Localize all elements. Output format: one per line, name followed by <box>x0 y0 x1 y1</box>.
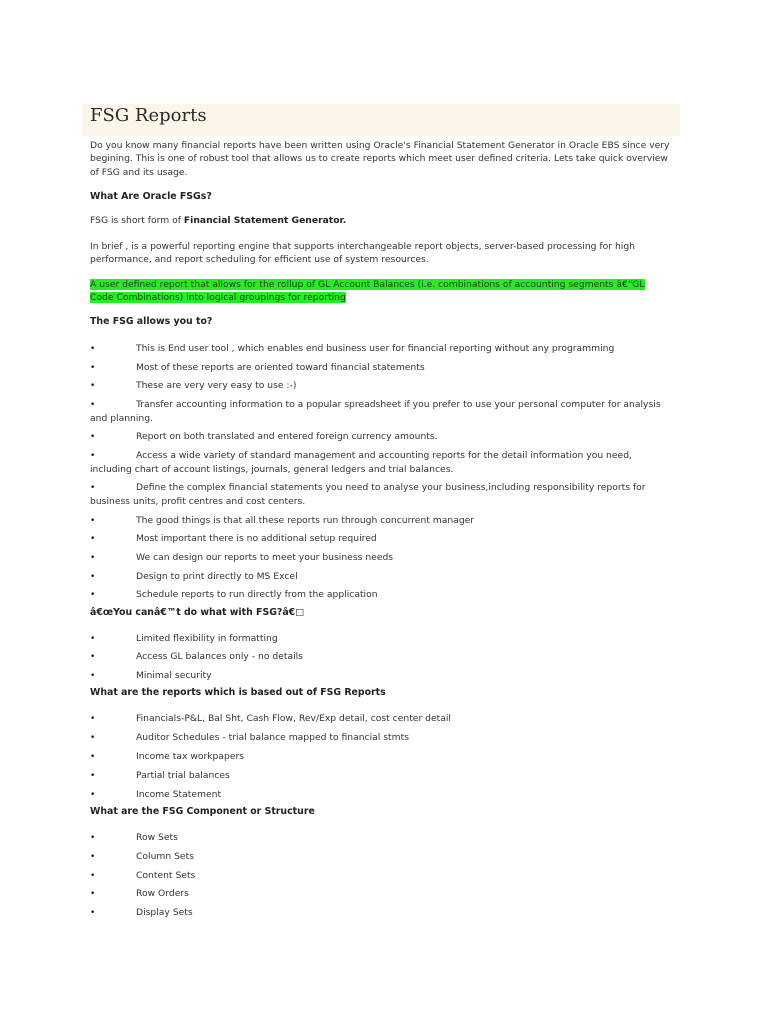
list-item <box>90 769 670 783</box>
list-item-text: Row Orders <box>136 888 189 899</box>
bullet-icon: • <box>90 516 96 526</box>
bullet-icon: • <box>90 908 96 918</box>
bullet-icon: • <box>90 432 96 442</box>
bullet-icon: • <box>90 344 96 354</box>
list-item-text: Column Sets <box>136 851 194 862</box>
bullet-icon: • <box>90 483 96 493</box>
list-item-text: Schedule reports to run directly from the application <box>136 589 378 600</box>
list-item <box>90 379 670 393</box>
bullet-icon: • <box>90 634 96 644</box>
highlight-paragraph <box>90 278 670 305</box>
bullet-icon: • <box>90 451 96 461</box>
list-item-text: Content Sets <box>136 870 196 881</box>
heading-cant-do: â€œYou canâ€™t do what with FSG?â€□ <box>90 607 305 618</box>
list-item <box>90 449 670 477</box>
list-item <box>90 731 670 745</box>
list-item-text: The good things is that all these reports run through concurrent manager <box>136 515 475 526</box>
bullet-icon: • <box>90 889 96 899</box>
list-item-text: We can design our reports to meet your business needs <box>136 552 394 563</box>
list-item <box>90 887 670 901</box>
list-item-text: Row Sets <box>136 832 178 843</box>
list-item <box>90 750 670 764</box>
list-item-text: This is End user tool , which enables end business user for financial reporting without any programming <box>136 343 615 354</box>
bullet-icon: • <box>90 400 96 410</box>
list-item-text: Income tax workpapers <box>136 751 245 762</box>
list-item <box>90 650 670 664</box>
list-item-text: Define the complex financial statements you need to analyse your business,including responsibility reports for business units, profit centres and cost centers. <box>90 482 646 508</box>
list-item <box>90 906 670 920</box>
bullet-icon: • <box>90 752 96 762</box>
bullet-icon: • <box>90 790 96 800</box>
list-item-text: Most important there is no additional setup required <box>136 533 377 544</box>
list-item <box>90 551 670 565</box>
short-form-paragraph <box>90 214 670 227</box>
list-item-text: Minimal security <box>136 670 212 681</box>
short-form-bold: Financial Statement Generator. <box>183 215 347 226</box>
bullet-icon: • <box>90 534 96 544</box>
list-item-text: Auditor Schedules - trial balance mapped to financial stmts <box>136 732 409 743</box>
list-item <box>90 481 670 509</box>
list-item-text: Partial trial balances <box>136 770 230 781</box>
list-item <box>90 342 670 356</box>
list-item-text: Access a wide variety of standard management and accounting reports for the detail information you need, including chart of account listings, journals, general ledgers and trial balances. <box>90 450 632 476</box>
list-item <box>90 588 670 602</box>
bullet-icon: • <box>90 871 96 881</box>
bullet-icon: • <box>90 590 96 600</box>
heading-what-are-fsgs: What Are Oracle FSGs? <box>90 191 212 202</box>
list-item <box>90 869 670 883</box>
list-item-text: Access GL balances only - no details <box>136 651 303 662</box>
bullet-icon: • <box>90 553 96 563</box>
bullet-icon: • <box>90 381 96 391</box>
intro-paragraph: Do you know many financial reports have been written using Oracle's Financial Statement Generator in Oracle EBS since very begining. This is one of robust tool that allows us to create reports which meet user defined criteria. Lets take quick overview of FSG and its usage. <box>90 140 670 178</box>
list-item-text: Design to print directly to MS Excel <box>136 571 298 582</box>
bullet-icon: • <box>90 733 96 743</box>
list-item <box>90 514 670 528</box>
list-item <box>90 632 670 646</box>
list-item <box>90 430 670 444</box>
list-item-text: Transfer accounting information to a popular spreadsheet if you prefer to use your personal computer for analysis and planning. <box>90 399 661 425</box>
heading-reports-based: What are the reports which is based out of FSG Reports <box>90 687 386 698</box>
bullet-icon: • <box>90 572 96 582</box>
list-item <box>90 788 670 802</box>
heading-fsg-allows: The FSG allows you to? <box>90 316 213 327</box>
heading-fsg-components: What are the FSG Component or Structure <box>90 806 315 817</box>
list-item <box>90 570 670 584</box>
list-item-text: Financials-P&L, Bal Sht, Cash Flow, Rev/Exp detail, cost center detail <box>136 713 451 724</box>
highlighted-text: A user defined report that allows for the rollup of GL Account Balances (i.e. combinations of accounting segments â€“GL Code Combinations) into logical groupings for reporting <box>90 279 645 304</box>
bullet-icon: • <box>90 652 96 662</box>
list-item-text: These are very very easy to use :-) <box>136 380 297 391</box>
list-item-text: Income Statement <box>136 789 222 800</box>
list-item <box>90 361 670 375</box>
list-item-text: Display Sets <box>136 907 193 918</box>
list-item <box>90 712 670 726</box>
list-item <box>90 850 670 864</box>
list-item <box>90 398 670 426</box>
bullet-icon: • <box>90 833 96 843</box>
bullet-icon: • <box>90 771 96 781</box>
list-item <box>90 669 670 683</box>
list-item-text: Most of these reports are oriented toward financial statements <box>136 362 425 373</box>
list-item <box>90 532 670 546</box>
page-title: FSG Reports <box>90 105 207 126</box>
bullet-icon: • <box>90 852 96 862</box>
list-item-text: Report on both translated and entered foreign currency amounts. <box>136 431 438 442</box>
bullet-icon: • <box>90 714 96 724</box>
list-item <box>90 831 670 845</box>
bullet-icon: • <box>90 363 96 373</box>
list-item-text: Limited flexibility in formatting <box>136 633 278 644</box>
short-form-prefix: FSG is short form of <box>90 215 184 226</box>
brief-paragraph: In brief , is a powerful reporting engine that supports interchangeable report objects, server-based processing for high performance, and report scheduling for efficient use of system resources. <box>90 241 636 266</box>
bullet-icon: • <box>90 671 96 681</box>
